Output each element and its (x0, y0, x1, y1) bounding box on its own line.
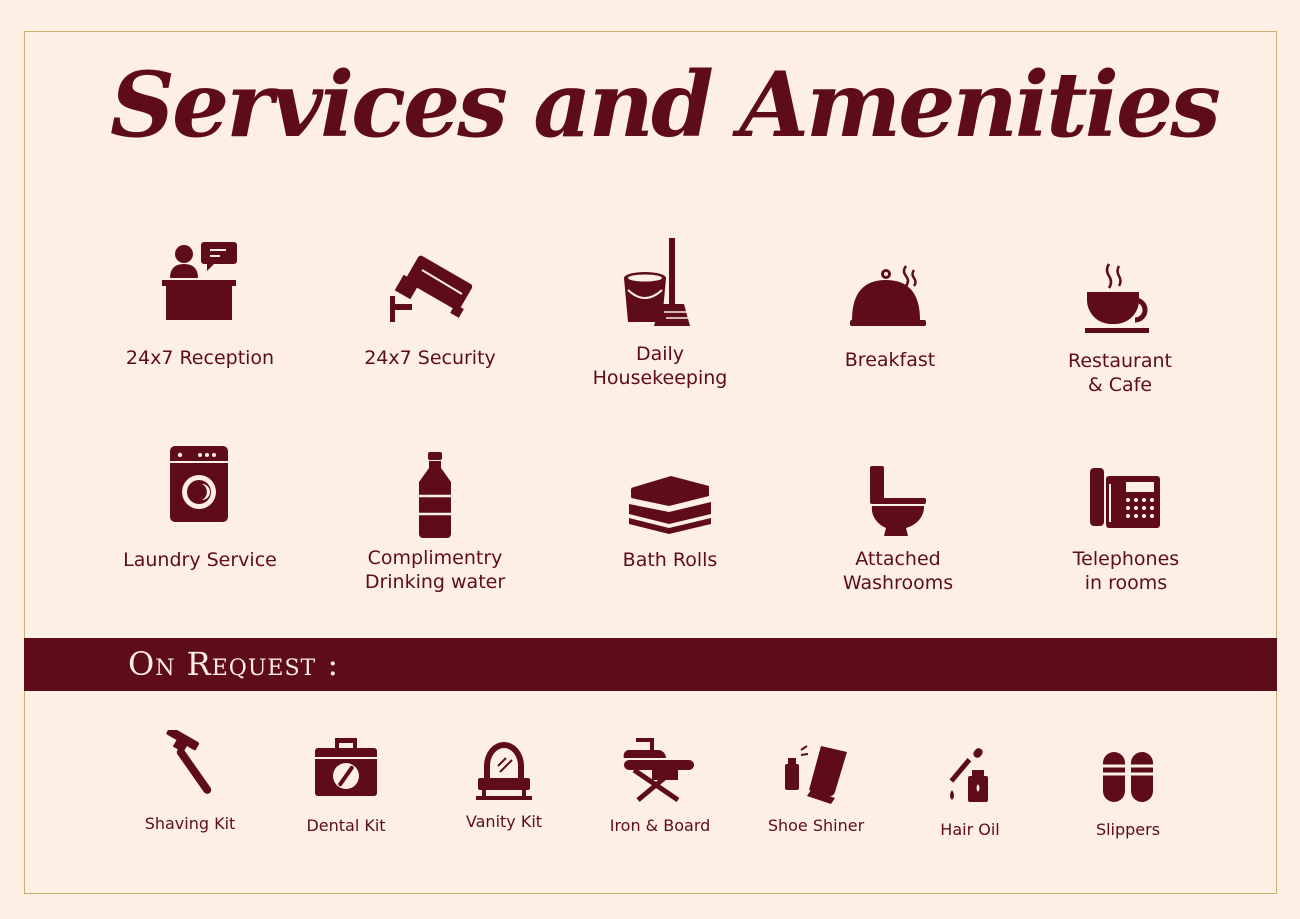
request-label: Slippers (1095, 820, 1161, 839)
request-label: Iron & Board (609, 816, 711, 835)
service-label: Telephones (1072, 548, 1180, 570)
washing-machine-icon (170, 446, 230, 524)
water-bottle-icon (416, 452, 454, 538)
service-water (340, 452, 530, 594)
service-label: 24x7 Security (364, 347, 496, 369)
service-label: Breakfast (844, 349, 936, 371)
folded-towels-icon (627, 474, 713, 534)
request-label: Dental Kit (306, 816, 386, 835)
service-label: Restaurant (1067, 350, 1173, 372)
iron-board-icon (622, 734, 698, 802)
request-dental-kit (276, 736, 416, 836)
vanity-mirror-icon (474, 736, 534, 802)
request-label: Shaving Kit (144, 814, 236, 833)
page-title: Services and Amenities (110, 52, 1218, 158)
food-cloche-icon (850, 262, 930, 328)
security-camera-icon (388, 238, 472, 324)
request-label: Vanity Kit (465, 812, 543, 831)
service-label: Housekeeping (592, 367, 728, 389)
request-hair-oil (900, 748, 1040, 840)
slippers-icon (1101, 750, 1155, 804)
on-request-heading: On Request : (128, 645, 340, 683)
housekeeping-bucket-mop-icon (618, 236, 702, 328)
reception-desk-icon (160, 238, 240, 322)
service-label: Complimentry (367, 547, 503, 569)
service-washrooms (808, 464, 988, 595)
razor-icon (158, 730, 222, 800)
service-label: Washrooms (842, 572, 954, 594)
service-housekeeping (570, 236, 750, 390)
shoe-shiner-icon (781, 742, 851, 806)
service-label: Laundry Service (123, 549, 277, 571)
service-label: Drinking water (364, 571, 506, 593)
service-label: Attached (855, 548, 941, 570)
service-label: & Cafe (1087, 374, 1153, 396)
coffee-cup-icon (1085, 262, 1155, 334)
service-label: Daily (635, 343, 685, 365)
service-bath-rolls (580, 474, 760, 572)
service-breakfast (800, 262, 980, 372)
service-laundry (110, 446, 290, 572)
request-label: Shoe Shiner (767, 816, 865, 835)
service-telephone (1036, 466, 1216, 595)
request-slippers (1058, 750, 1198, 840)
toilet-icon (868, 464, 928, 538)
request-label: Hair Oil (940, 820, 1000, 839)
service-label: in rooms (1084, 572, 1168, 594)
telephone-icon (1090, 466, 1162, 530)
service-label: Bath Rolls (622, 549, 718, 571)
request-shaving-kit (120, 730, 260, 834)
service-security (340, 238, 520, 370)
hair-oil-dropper-icon (942, 748, 998, 804)
request-iron-board (590, 734, 730, 836)
service-restaurant (1030, 262, 1210, 397)
service-reception (110, 238, 290, 370)
request-shoe-shiner (746, 742, 886, 836)
service-label: 24x7 Reception (125, 347, 275, 369)
dental-kit-icon (315, 736, 377, 798)
request-vanity-kit (434, 736, 574, 832)
